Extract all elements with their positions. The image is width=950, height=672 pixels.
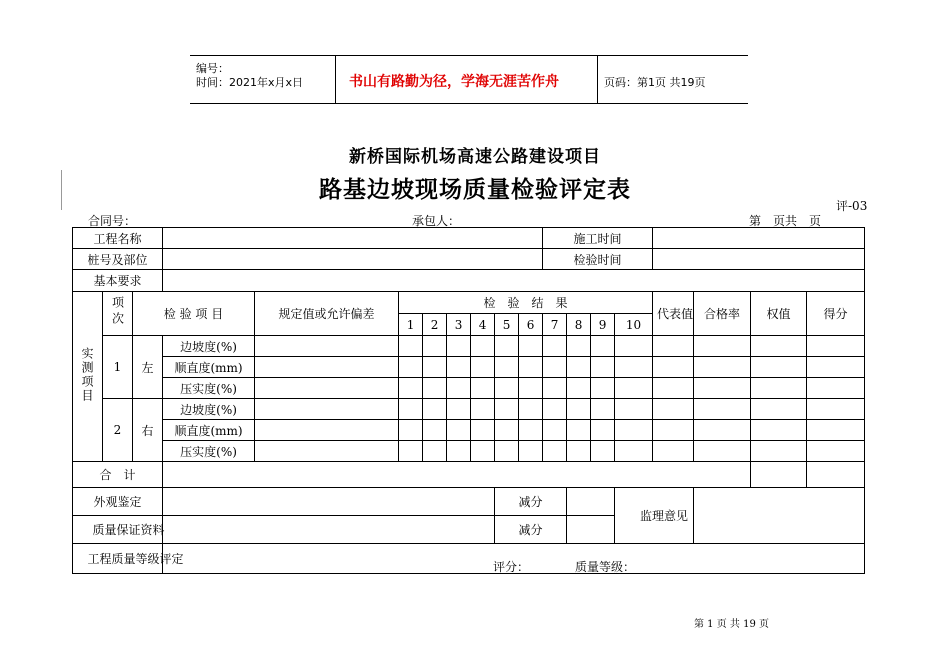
pass-rate-header: 合格率: [694, 292, 751, 336]
result-cell[interactable]: [423, 441, 447, 462]
measured-items-label: 实测项目: [73, 292, 103, 462]
result-cell[interactable]: [615, 336, 653, 357]
item-label: 顺直度(mm): [163, 357, 255, 378]
col-header: 2: [423, 314, 447, 336]
result-cell[interactable]: [447, 441, 471, 462]
score-cell[interactable]: [807, 399, 865, 420]
quality-table: [72, 227, 865, 574]
result-cell[interactable]: [567, 336, 591, 357]
basic-req-value[interactable]: [163, 270, 865, 292]
number-label: 编号：: [196, 62, 229, 75]
appearance-value[interactable]: [163, 488, 495, 516]
result-cell[interactable]: [447, 336, 471, 357]
result-cell[interactable]: [495, 336, 519, 357]
score-cell[interactable]: [807, 357, 865, 378]
result-cell[interactable]: [519, 357, 543, 378]
time-label: 时间：2021年x月x日: [196, 76, 304, 89]
result-cell[interactable]: [543, 357, 567, 378]
result-cell[interactable]: [567, 357, 591, 378]
pass-rate-cell[interactable]: [694, 357, 751, 378]
result-cell[interactable]: [615, 399, 653, 420]
result-cell[interactable]: [591, 378, 615, 399]
result-cell[interactable]: [519, 378, 543, 399]
rating-label: 评分：: [493, 560, 530, 574]
appearance-label: 外观鉴定: [73, 488, 163, 516]
group-side: 左: [133, 336, 163, 399]
result-cell[interactable]: [519, 399, 543, 420]
col-header: 5: [495, 314, 519, 336]
quality-docs-value[interactable]: [163, 516, 495, 544]
result-cell[interactable]: [471, 441, 495, 462]
result-cell[interactable]: [519, 441, 543, 462]
score-header: 得分: [807, 292, 865, 336]
result-cell[interactable]: [495, 378, 519, 399]
results-header: 检 验 结 果: [399, 292, 653, 314]
grade-eval-value[interactable]: [163, 544, 865, 574]
inspect-item-header: 检 验 项 目: [133, 292, 255, 336]
result-cell[interactable]: [591, 336, 615, 357]
total-label: 合 计: [73, 462, 163, 488]
result-cell[interactable]: [543, 399, 567, 420]
pass-rate-cell[interactable]: [694, 420, 751, 441]
result-cell[interactable]: [543, 420, 567, 441]
supervisor-opinion-value[interactable]: [694, 488, 865, 544]
result-cell[interactable]: [567, 441, 591, 462]
col-header: 6: [519, 314, 543, 336]
score-cell[interactable]: [807, 378, 865, 399]
result-cell[interactable]: [519, 336, 543, 357]
result-cell[interactable]: [423, 399, 447, 420]
result-cell[interactable]: [471, 378, 495, 399]
result-cell[interactable]: [519, 420, 543, 441]
pass-rate-cell[interactable]: [694, 399, 751, 420]
col-header: 4: [471, 314, 495, 336]
result-cell[interactable]: [423, 336, 447, 357]
total-score[interactable]: [807, 462, 865, 488]
deduct-value-2[interactable]: [567, 516, 615, 544]
item-no-header: 项次: [103, 292, 133, 336]
inspection-time-value[interactable]: [653, 249, 865, 270]
rep-value-cell[interactable]: [653, 399, 694, 420]
spec-cell[interactable]: [255, 336, 399, 357]
contract-label: 合同号：: [88, 214, 137, 228]
col-header: 3: [447, 314, 471, 336]
station-label: 桩号及部位: [73, 249, 163, 270]
result-cell[interactable]: [399, 420, 423, 441]
station-value[interactable]: [163, 249, 543, 270]
total-weight[interactable]: [751, 462, 807, 488]
result-cell[interactable]: [567, 420, 591, 441]
rep-value-cell[interactable]: [653, 357, 694, 378]
weight-cell[interactable]: [751, 336, 807, 357]
result-cell[interactable]: [399, 441, 423, 462]
page-info: 页码：第1页 共19页: [604, 76, 706, 89]
result-cell[interactable]: [447, 420, 471, 441]
group-no: 2: [103, 399, 133, 462]
pass-rate-cell[interactable]: [694, 441, 751, 462]
pass-rate-cell[interactable]: [694, 378, 751, 399]
result-cell[interactable]: [471, 357, 495, 378]
total-value[interactable]: [163, 462, 751, 488]
header-cell-left: [190, 56, 336, 103]
item-label: 顺直度(mm): [163, 420, 255, 441]
spec-cell[interactable]: [255, 357, 399, 378]
project-name-value[interactable]: [163, 228, 543, 249]
col-header: 10: [615, 314, 653, 336]
weight-cell[interactable]: [751, 378, 807, 399]
result-cell[interactable]: [591, 441, 615, 462]
spec-cell[interactable]: [255, 378, 399, 399]
col-header: 1: [399, 314, 423, 336]
result-cell[interactable]: [591, 357, 615, 378]
group-side: 右: [133, 399, 163, 462]
spec-cell[interactable]: [255, 441, 399, 462]
pass-rate-cell[interactable]: [694, 336, 751, 357]
result-cell[interactable]: [591, 399, 615, 420]
deduct-label-1: 减分: [495, 488, 567, 516]
result-cell[interactable]: [471, 336, 495, 357]
supervisor-opinion-label: 监理意见: [615, 488, 694, 544]
item-label: 边坡度(%): [163, 399, 255, 420]
form-code: 评-03: [836, 199, 868, 213]
item-label: 压实度(%): [163, 441, 255, 462]
result-cell[interactable]: [567, 399, 591, 420]
weight-header: 权值: [751, 292, 807, 336]
result-cell[interactable]: [447, 357, 471, 378]
col-header: 8: [567, 314, 591, 336]
contractor-label: 承包人：: [412, 214, 461, 228]
score-cell[interactable]: [807, 336, 865, 357]
col-header: 7: [543, 314, 567, 336]
rep-value-header: 代表值: [653, 292, 694, 336]
rep-value-cell[interactable]: [653, 378, 694, 399]
result-cell[interactable]: [543, 336, 567, 357]
result-cell[interactable]: [615, 420, 653, 441]
grade-eval-label: 工程质量等级评定: [73, 544, 163, 574]
weight-cell[interactable]: [751, 399, 807, 420]
col-header: 9: [591, 314, 615, 336]
inspection-time-label: 检验时间: [543, 249, 653, 270]
construction-time-label: 施工时间: [543, 228, 653, 249]
header-box: [190, 55, 748, 104]
result-cell[interactable]: [399, 357, 423, 378]
result-cell[interactable]: [495, 399, 519, 420]
result-cell[interactable]: [615, 378, 653, 399]
result-cell[interactable]: [471, 420, 495, 441]
result-cell[interactable]: [543, 441, 567, 462]
result-cell[interactable]: [495, 357, 519, 378]
result-cell[interactable]: [615, 441, 653, 462]
form-title: 路基边坡现场质量检验评定表: [319, 176, 631, 203]
project-name-label: 工程名称: [73, 228, 163, 249]
result-cell[interactable]: [543, 378, 567, 399]
result-cell[interactable]: [423, 420, 447, 441]
header-cell-middle: [335, 56, 598, 103]
result-cell[interactable]: [615, 357, 653, 378]
item-label: 边坡度(%): [163, 336, 255, 357]
score-cell[interactable]: [807, 420, 865, 441]
result-cell[interactable]: [423, 378, 447, 399]
basic-req-label: 基本要求: [73, 270, 163, 292]
result-cell[interactable]: [423, 357, 447, 378]
result-cell[interactable]: [495, 420, 519, 441]
result-cell[interactable]: [399, 336, 423, 357]
deduct-label-2: 减分: [495, 516, 567, 544]
motto: 书山有路勤为径，学海无涯苦作舟: [349, 74, 559, 90]
group-no: 1: [103, 336, 133, 399]
quality-grade-label: 质量等级：: [575, 560, 636, 574]
spec-cell[interactable]: [255, 399, 399, 420]
project-title: 新桥国际机场高速公路建设项目: [349, 147, 601, 167]
result-cell[interactable]: [567, 378, 591, 399]
result-cell[interactable]: [471, 399, 495, 420]
weight-cell[interactable]: [751, 420, 807, 441]
spec-header: 规定值或允许偏差: [255, 292, 399, 336]
result-cell[interactable]: [447, 399, 471, 420]
score-cell[interactable]: [807, 441, 865, 462]
spec-cell[interactable]: [255, 420, 399, 441]
construction-time-value[interactable]: [653, 228, 865, 249]
weight-cell[interactable]: [751, 441, 807, 462]
page-count: 第 页共 页: [749, 214, 822, 228]
rep-value-cell[interactable]: [653, 420, 694, 441]
weight-cell[interactable]: [751, 357, 807, 378]
result-cell[interactable]: [495, 441, 519, 462]
deduct-value-1[interactable]: [567, 488, 615, 516]
quality-docs-label: 质量保证资料: [73, 516, 163, 544]
rep-value-cell[interactable]: [653, 441, 694, 462]
item-label: 压实度(%): [163, 378, 255, 399]
result-cell[interactable]: [399, 399, 423, 420]
result-cell[interactable]: [591, 420, 615, 441]
result-cell[interactable]: [399, 378, 423, 399]
result-cell[interactable]: [447, 378, 471, 399]
rep-value-cell[interactable]: [653, 336, 694, 357]
footer-page: 第 1 页 共 19 页: [694, 619, 769, 630]
